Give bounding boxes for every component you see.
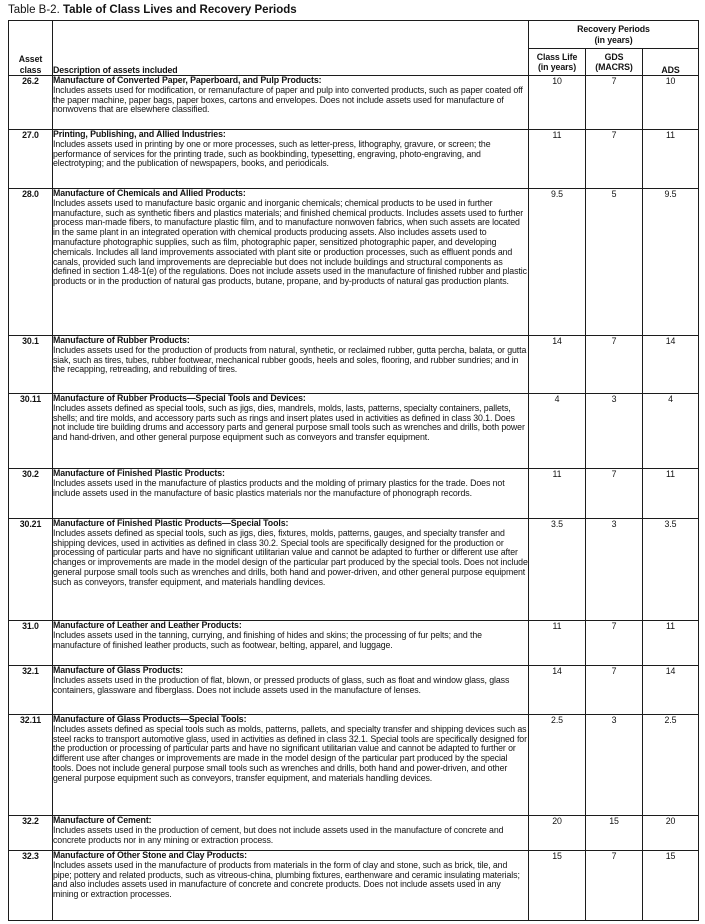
gds-cell: 7 — [586, 621, 643, 666]
ads-cell: 11 — [643, 621, 699, 666]
asset-row-description: Includes assets used in the manufacture of products from materials in the form of clay and stone, such as brick, tile, and pipe; pottery and related products, such as vitreous-china, plumbing fixtures, earthenware and ceramic insulating materials; and also includes assets used in manufacture of concrete and concrete products. Does not include assets used in any mining or extraction processes. — [53, 859, 520, 900]
asset-row-description: Includes assets used to manufacture basic organic and inorganic chemicals; chemical products to be used in further manufacture, such as synthetic fibers and plastics materials; and finished chemical products. Includes assets used to further process man-made fibers, to manufacture plastic film, and to manufacture nonwoven fabrics, when such assets are located in the same plant in an integrated operation with chemical products producing assets. Also includes assets used to manufacture photographic supplies, such as film, photographic paper, sensitized photographic paper, and developing chemicals. Includes all land improvements associated with plant site or production processes, such as effluent ponds and canals, provided such land improvements are depreciable but does not include buildings and structural components as defined in section 1.48-1(e) of the regulations. Does not include assets used in the manufacture of finished rubber and plastic products or in the production of natural gas products, butane, propane, and by-products of natural gas production plants. — [53, 197, 527, 287]
gds-cell: 3 — [586, 715, 643, 816]
header-gds-label: GDS — [604, 51, 624, 62]
class-life-cell: 9.5 — [529, 189, 586, 336]
gds-cell: 7 — [586, 666, 643, 715]
gds-cell: 15 — [586, 816, 643, 851]
asset-row-description: Includes assets used in the tanning, currying, and finishing of hides and skins; the processing of fur pelts; and the manufacture of finished leather products, such as footwear, belting, apparel, and luggage. — [53, 629, 482, 650]
asset-row-title: Manufacture of Leather and Leather Products: — [53, 620, 242, 630]
header-gds-sub: (MACRS) — [595, 62, 633, 72]
asset-row-description: Includes assets used for the production of products from natural, synthetic, or reclaimed rubber, gutta percha, balata, or gutta siak, such as tires, tubes, rubber footwear, mechanical rubber goods, heels and soles, flooring, and rubber sundries; and in the recapping, retreading, and rebuilding of tires. — [53, 344, 527, 375]
table-row — [9, 715, 699, 816]
table-body — [9, 76, 699, 921]
class-life-cell: 14 — [529, 336, 586, 394]
description-cell — [53, 666, 529, 715]
asset-class-cell: 26.2 — [9, 76, 53, 130]
class-life-cell: 20 — [529, 816, 586, 851]
header-description: Description of assets included — [53, 21, 529, 76]
header-class-life-sub: (in years) — [537, 62, 577, 72]
class-life-cell: 15 — [529, 851, 586, 921]
ads-cell: 10 — [643, 76, 699, 130]
asset-row-title: Manufacture of Cement: — [53, 815, 152, 825]
ads-cell: 2.5 — [643, 715, 699, 816]
table-row — [9, 76, 699, 130]
gds-cell: 7 — [586, 336, 643, 394]
asset-class-cell: 28.0 — [9, 189, 53, 336]
table-row — [9, 394, 699, 469]
header-row-top — [9, 21, 699, 49]
header-gds — [586, 49, 643, 76]
asset-class-cell: 30.2 — [9, 469, 53, 519]
ads-cell: 14 — [643, 666, 699, 715]
description-cell — [53, 816, 529, 851]
asset-class-cell: 30.11 — [9, 394, 53, 469]
description-cell — [53, 394, 529, 469]
class-life-cell: 11 — [529, 469, 586, 519]
asset-row-description: Includes assets used in the production of flat, blown, or pressed products of glass, such as float and window glass, glass containers, glassware and fiberglass. Does not include assets used in the manufacture of lenses. — [53, 674, 510, 695]
gds-cell: 7 — [586, 76, 643, 130]
ads-cell: 15 — [643, 851, 699, 921]
asset-class-cell: 32.2 — [9, 816, 53, 851]
ads-cell: 9.5 — [643, 189, 699, 336]
asset-class-cell: 31.0 — [9, 621, 53, 666]
asset-row-description: Includes assets used in printing by one or more processes, such as letter-press, lithography, gravure, or screen; the performance of services for the printing trade, such as bookbinding, typesetting, engraving, photo-engraving, and electrotyping; and the publication of newspapers, books, and periodicals. — [53, 138, 491, 169]
table-number-label: Table B-2. — [8, 4, 60, 16]
class-life-cell: 4 — [529, 394, 586, 469]
asset-row-description: Includes assets used in the production of cement, but does not include assets used in the manufacture of concrete and concrete products nor in any mining or extraction process. — [53, 824, 504, 845]
gds-cell: 3 — [586, 519, 643, 621]
header-recovery-periods-sub: (in years) — [594, 34, 633, 45]
table-row — [9, 469, 699, 519]
asset-row-description: Includes assets defined as special tools such as molds, patterns, pallets, and specialty transfer and shipping devices such as steel racks to transport automotive glass, used in activities as defined in class 32.1. Special tools are specifically designed for the production or processing of particular parts and have no significant utilitarian value and cannot be adapted to further or different use after changes or improvements are made in the model design of the particular part produced by the special tools. Does not include general purpose small tools such as wrenches and drills, both hand and power-driven, and other general purpose equipment such as conveyors, transfer equipment, and materials handling devices. — [53, 723, 527, 783]
asset-class-cell: 32.11 — [9, 715, 53, 816]
asset-class-cell: 32.3 — [9, 851, 53, 921]
gds-cell: 7 — [586, 469, 643, 519]
class-lives-table — [8, 20, 699, 921]
table-title-text: Table of Class Lives and Recovery Periods — [62, 4, 297, 16]
gds-cell: 3 — [586, 394, 643, 469]
description-cell — [53, 189, 529, 336]
description-cell — [53, 469, 529, 519]
table-row — [9, 189, 699, 336]
class-life-cell: 11 — [529, 130, 586, 189]
description-cell — [53, 336, 529, 394]
asset-row-title: Manufacture of Rubber Products—Special Tools and Devices: — [53, 393, 306, 403]
header-recovery-periods-label: Recovery Periods — [577, 24, 650, 34]
asset-row-title: Manufacture of Chemicals and Allied Products: — [53, 188, 246, 198]
asset-class-cell: 27.0 — [9, 130, 53, 189]
table-row — [9, 666, 699, 715]
class-life-cell: 3.5 — [529, 519, 586, 621]
table-row — [9, 130, 699, 189]
asset-row-title: Manufacture of Finished Plastic Products: — [53, 468, 225, 478]
table-row — [9, 336, 699, 394]
header-asset-class-label: Asset class — [18, 54, 43, 75]
asset-row-title: Manufacture of Glass Products: — [53, 665, 183, 675]
asset-row-title: Printing, Publishing, and Allied Industries: — [53, 129, 226, 139]
class-life-cell: 2.5 — [529, 715, 586, 816]
asset-row-title: Manufacture of Finished Plastic Products—Special Tools: — [53, 518, 289, 528]
asset-row-description: Includes assets used for modification, or remanufacture of paper and pulp into converted products, such as paper coated off the paper machine, paper bags, paper boxes, cartons and envelopes. Does not include assets used for manufacture of nonwovens that are elsewhere classified. — [53, 84, 523, 115]
class-life-cell: 11 — [529, 621, 586, 666]
table-header — [9, 21, 699, 76]
asset-row-description: Includes assets used in the manufacture of plastics products and the molding of primary plastics for the trade. Does not include assets used in the manufacture of basic plastics materials nor the manufacture of phonograph records. — [53, 477, 505, 498]
page-title — [8, 4, 705, 17]
description-cell — [53, 851, 529, 921]
header-ads: ADS — [643, 49, 699, 76]
header-recovery-periods — [529, 21, 699, 49]
gds-cell: 7 — [586, 851, 643, 921]
gds-cell: 7 — [586, 130, 643, 189]
asset-row-title: Manufacture of Converted Paper, Paperboard, and Pulp Products: — [53, 75, 322, 85]
asset-row-description: Includes assets defined as special tools, such as jigs, dies, fixtures, molds, patterns, gauges, and specialty transfer and shipping devices, used in activities as defined in class 30.2. Special tools are specifically designed for the production or processing of particular parts and have no significant utilitarian value and cannot be adapted to further or different use after changes or improvements are made in the model design of the particular part produced by the special tools. Does not include general purpose small tools such as wrenches and drills, both hand and power-driven, and other general purpose equipment such as conveyors, transfer equipment, and materials handling devices. — [53, 527, 528, 587]
description-cell — [53, 76, 529, 130]
gds-cell: 5 — [586, 189, 643, 336]
description-cell — [53, 621, 529, 666]
asset-class-cell: 30.21 — [9, 519, 53, 621]
table-row — [9, 816, 699, 851]
asset-row-title: Manufacture of Rubber Products: — [53, 335, 190, 345]
table-row — [9, 851, 699, 921]
asset-row-description: Includes assets defined as special tools, such as jigs, dies, mandrels, molds, lasts, patterns, specialty containers, pallets, shells; and tire molds, and accessory parts such as rings and insert plates used in activities as defined in class 30.1. Does not include tire building drums and accessory parts and general purpose small tools such as wrenches and drills, both power and hand-driven, and other general purpose equipment such as conveyors and transfer equipment. — [53, 402, 525, 443]
description-cell — [53, 715, 529, 816]
ads-cell: 14 — [643, 336, 699, 394]
asset-row-title: Manufacture of Other Stone and Clay Products: — [53, 850, 247, 860]
header-asset-class — [9, 21, 53, 76]
class-life-cell: 14 — [529, 666, 586, 715]
ads-cell: 11 — [643, 130, 699, 189]
asset-class-cell: 30.1 — [9, 336, 53, 394]
ads-cell: 3.5 — [643, 519, 699, 621]
class-life-cell: 10 — [529, 76, 586, 130]
table-row — [9, 519, 699, 621]
asset-class-cell: 32.1 — [9, 666, 53, 715]
ads-cell: 11 — [643, 469, 699, 519]
asset-row-title: Manufacture of Glass Products—Special Tools: — [53, 714, 247, 724]
header-class-life — [529, 49, 586, 76]
table-row — [9, 621, 699, 666]
description-cell — [53, 130, 529, 189]
description-cell — [53, 519, 529, 621]
ads-cell: 20 — [643, 816, 699, 851]
header-class-life-label: Class Life — [536, 51, 578, 62]
ads-cell: 4 — [643, 394, 699, 469]
